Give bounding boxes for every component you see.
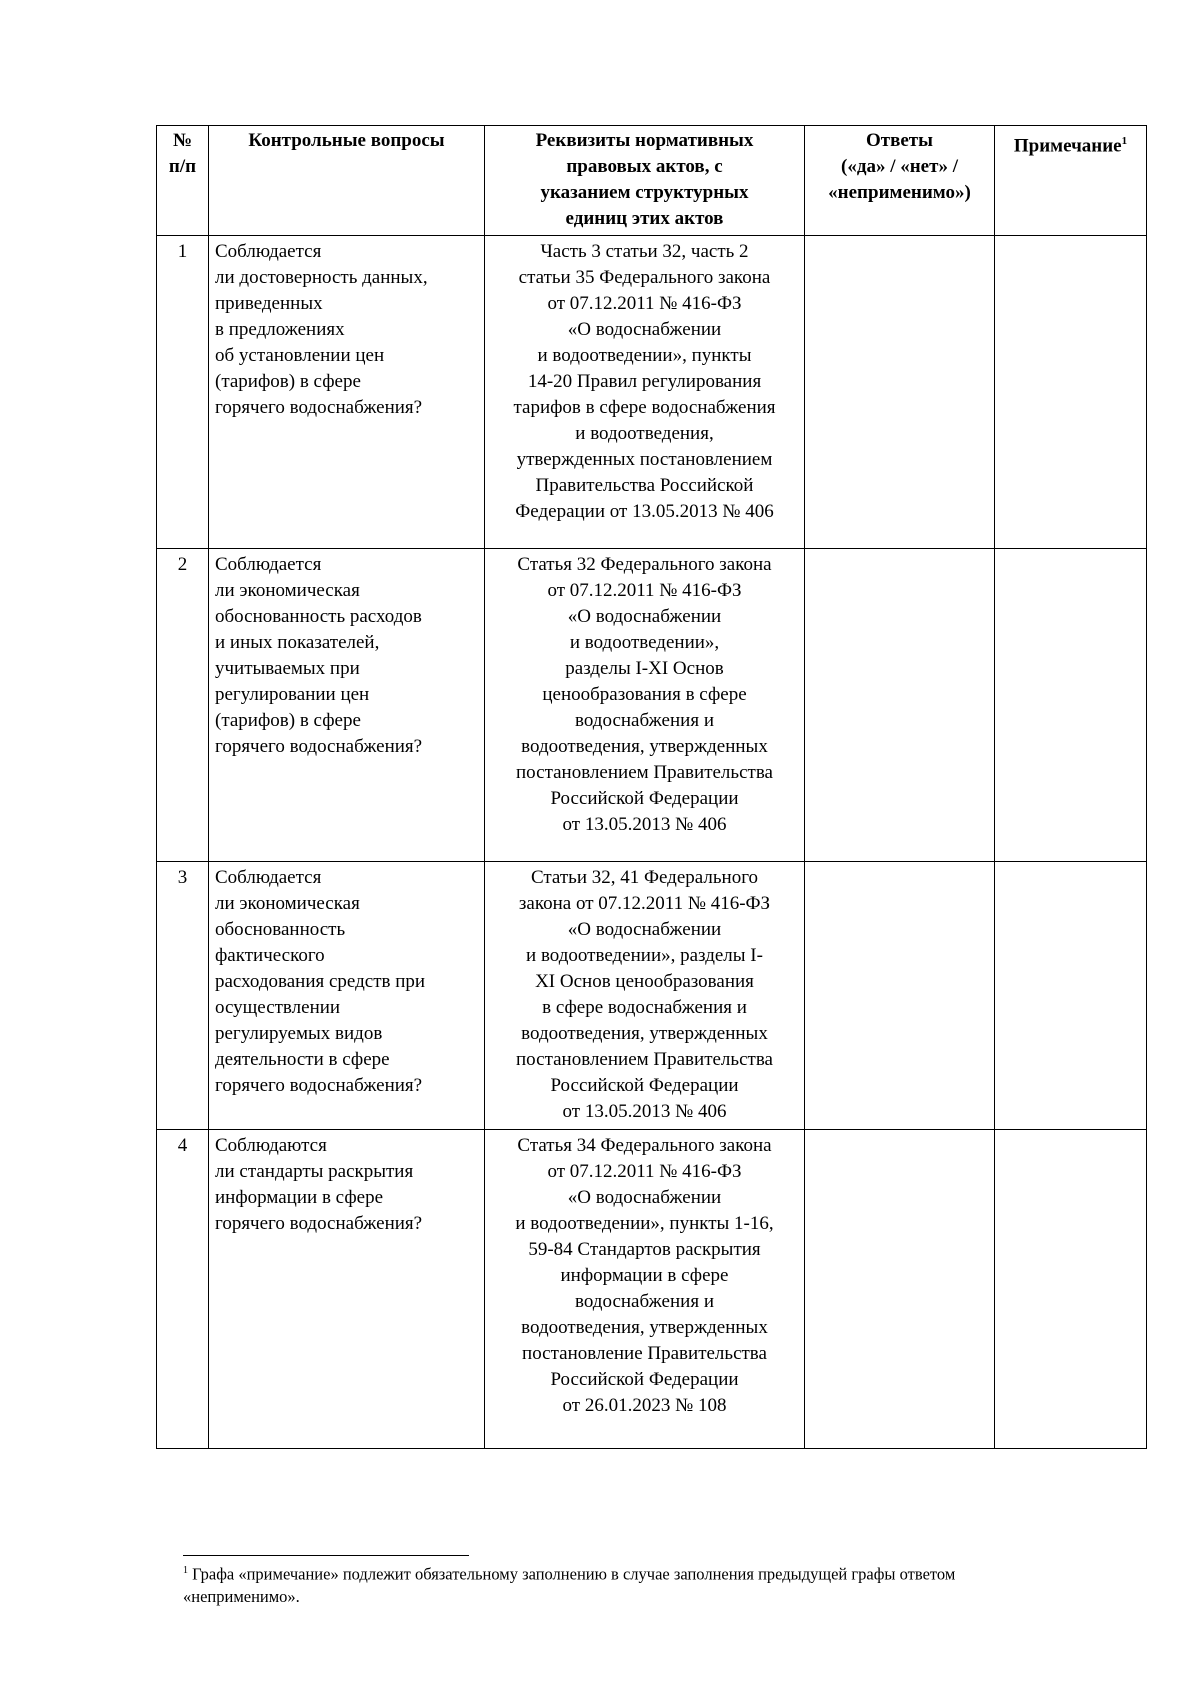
reference-line: водоснабжения и	[575, 710, 714, 731]
answer-cell[interactable]	[805, 862, 995, 1130]
header-reference-line: единиц этих актов	[565, 208, 724, 229]
reference-line: постановлением Правительства	[516, 762, 773, 783]
question-line: обоснованность расходов	[215, 606, 422, 627]
reference-line: тарифов в сфере водоснабжения	[513, 397, 776, 418]
question-line: учитываемых при	[215, 658, 360, 679]
table-row	[157, 1130, 1147, 1449]
note-cell[interactable]	[995, 862, 1147, 1130]
reference-line: «О водоснабжении	[567, 1187, 722, 1208]
footnote-reference-mark: 1	[1121, 135, 1128, 147]
legal-reference	[485, 236, 805, 549]
question-line: обоснованность	[215, 919, 346, 940]
question-line: ли экономическая	[215, 580, 360, 601]
question-line: об установлении цен	[215, 345, 385, 366]
reference-line: от 07.12.2011 № 416-ФЗ	[547, 293, 742, 314]
question-line: ли стандарты раскрытия	[215, 1161, 414, 1182]
reference-line: от 13.05.2013 № 406	[562, 1101, 727, 1122]
control-question	[209, 236, 485, 549]
header-reference-line: указанием структурных	[540, 182, 749, 203]
header-answers	[805, 126, 995, 236]
reference-line: XI Основ ценообразования	[535, 971, 754, 992]
reference-line: и водоотведении», разделы I-	[526, 945, 763, 966]
reference-line: Федерации от 13.05.2013 № 406	[515, 501, 774, 522]
question-line: Соблюдается	[215, 241, 322, 262]
reference-line: 14-20 Правил регулирования	[527, 371, 762, 392]
reference-line: и водоотведении»,	[569, 632, 720, 653]
reference-line: и водоотведении», пункты 1-16,	[515, 1213, 774, 1234]
reference-line: в сфере водоснабжения и	[542, 997, 747, 1018]
question-line: горячего водоснабжения?	[215, 1075, 423, 1096]
reference-line: от 26.01.2023 № 108	[562, 1395, 727, 1416]
header-control-questions	[209, 126, 485, 236]
checklist-table	[156, 125, 1147, 1449]
footnote-divider	[183, 1555, 469, 1556]
question-line: ли достоверность данных,	[215, 267, 428, 288]
header-note-text: Примечание	[1013, 135, 1122, 157]
reference-line: Часть 3 статьи 32, часть 2	[540, 241, 749, 262]
header-note	[995, 126, 1147, 236]
reference-line: утвержденных постановлением	[516, 449, 773, 470]
control-question	[209, 549, 485, 862]
reference-line: «О водоснабжении	[567, 919, 722, 940]
question-line: осуществлении	[215, 997, 341, 1018]
reference-line: от 07.12.2011 № 416-ФЗ	[547, 580, 742, 601]
header-answers-line: («да» / «нет» /	[841, 156, 958, 177]
question-line: (тарифов) в сфере	[215, 710, 361, 731]
row-number: 1	[157, 236, 209, 549]
reference-line: водоотведения, утвержденных	[521, 1023, 768, 1044]
question-line: информации в сфере	[215, 1187, 384, 1208]
reference-line: ценообразования в сфере	[542, 684, 747, 705]
footnote-text-line: «неприменимо».	[183, 1586, 300, 1606]
header-reference-line: правовых актов, с	[566, 156, 723, 177]
header-answers-line: «неприменимо»)	[828, 182, 971, 203]
reference-line: Российской Федерации	[550, 1369, 739, 1390]
question-line: деятельности в сфере	[215, 1049, 390, 1070]
header-legal-references	[485, 126, 805, 236]
question-line: приведенных	[215, 293, 323, 314]
reference-line: постановление Правительства	[522, 1343, 767, 1364]
reference-line: «О водоснабжении	[567, 606, 722, 627]
question-line: горячего водоснабжения?	[215, 397, 423, 418]
reference-line: закона от 07.12.2011 № 416-ФЗ	[518, 893, 771, 914]
question-line: ли экономическая	[215, 893, 360, 914]
reference-line: Российской Федерации	[550, 788, 739, 809]
reference-line: статьи 35 Федерального закона	[518, 267, 771, 288]
reference-line: водоснабжения и	[575, 1291, 714, 1312]
footnote-text-line: Графа «примечание» подлежит обязательному заполнению в случае заполнения предыдущей графы ответом	[192, 1564, 956, 1584]
question-line: и иных показателей,	[215, 632, 380, 653]
question-line: Соблюдается	[215, 554, 322, 575]
reference-line: водоотведения, утвержденных	[521, 1317, 768, 1338]
reference-line: информации в сфере	[560, 1265, 729, 1286]
note-cell[interactable]	[995, 236, 1147, 549]
question-line: горячего водоснабжения?	[215, 1213, 423, 1234]
question-line: (тарифов) в сфере	[215, 371, 361, 392]
header-number	[157, 126, 209, 236]
reference-line: 59-84 Стандартов раскрытия	[528, 1239, 761, 1260]
header-number-line: №	[172, 130, 193, 151]
question-line: в предложениях	[215, 319, 345, 340]
answer-cell[interactable]	[805, 549, 995, 862]
footnote-mark: 1	[183, 1565, 188, 1576]
question-line: расходования средств при	[215, 971, 426, 992]
note-cell[interactable]	[995, 1130, 1147, 1449]
reference-line: от 07.12.2011 № 416-ФЗ	[547, 1161, 742, 1182]
header-answers-line: Ответы	[866, 130, 933, 151]
reference-line: Правительства Российской	[535, 475, 754, 496]
header-number-line: п/п	[168, 156, 197, 177]
reference-line: и водоотведении», пункты	[537, 345, 752, 366]
control-question	[209, 1130, 485, 1449]
row-number: 4	[157, 1130, 209, 1449]
question-line: регулируемых видов	[215, 1023, 383, 1044]
table-header-row	[157, 126, 1147, 236]
reference-line: Статья 32 Федерального закона	[517, 554, 772, 575]
reference-line: Статьи 32, 41 Федерального	[530, 867, 759, 888]
header-reference-line: Реквизиты нормативных	[535, 130, 754, 151]
legal-reference	[485, 1130, 805, 1449]
note-cell[interactable]	[995, 549, 1147, 862]
legal-reference	[485, 862, 805, 1130]
reference-line: водоотведения, утвержденных	[521, 736, 768, 757]
question-line: фактического	[215, 945, 325, 966]
question-line: Соблюдается	[215, 867, 322, 888]
header-question-text: Контрольные вопросы	[248, 130, 445, 151]
reference-line: Российской Федерации	[550, 1075, 739, 1096]
reference-line: и водоотведения,	[575, 423, 714, 444]
table-row	[157, 236, 1147, 549]
reference-line: разделы I-XI Основ	[565, 658, 724, 679]
footnote	[183, 1560, 1143, 1608]
reference-line: от 13.05.2013 № 406	[562, 814, 727, 835]
control-question	[209, 862, 485, 1130]
question-line: Соблюдаются	[215, 1135, 327, 1156]
answer-cell[interactable]	[805, 236, 995, 549]
table-row	[157, 549, 1147, 862]
table-row	[157, 862, 1147, 1130]
legal-reference	[485, 549, 805, 862]
reference-line: Статья 34 Федерального закона	[517, 1135, 772, 1156]
row-number: 2	[157, 549, 209, 862]
reference-line: постановлением Правительства	[516, 1049, 773, 1070]
row-number: 3	[157, 862, 209, 1130]
question-line: регулировании цен	[215, 684, 370, 705]
question-line: горячего водоснабжения?	[215, 736, 423, 757]
reference-line: «О водоснабжении	[567, 319, 722, 340]
answer-cell[interactable]	[805, 1130, 995, 1449]
